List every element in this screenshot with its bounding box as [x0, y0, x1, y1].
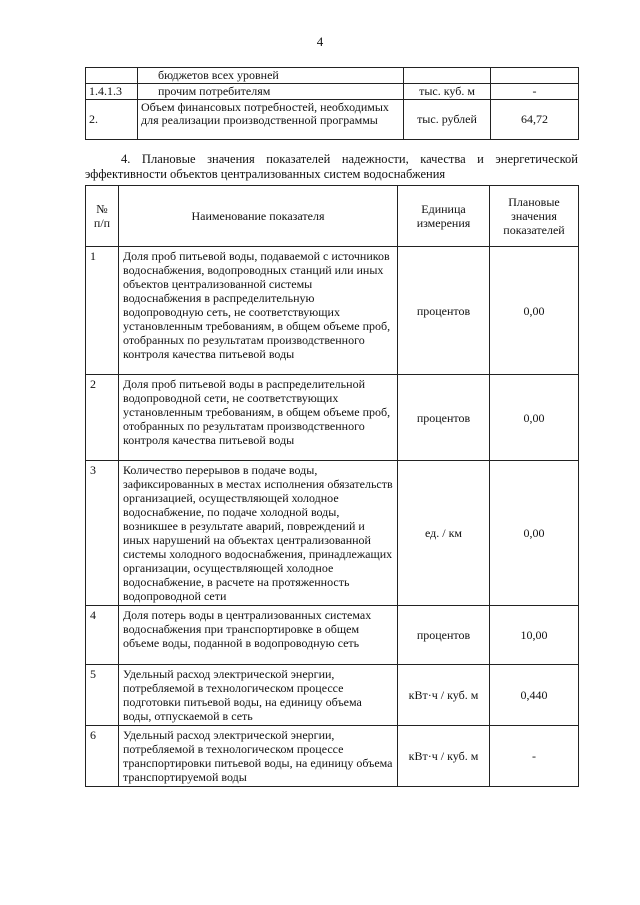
table-row — [86, 84, 579, 100]
section-caption — [85, 152, 578, 182]
row-name: Доля проб питьевой воды в распределительной водопроводной сети, не соответствующих установленным требованиям, в общем объеме проб, отобранных по результатам производственного контроля качества питьевой воды — [119, 375, 398, 461]
row-name: Доля потерь воды в централизованных системах водоснабжения при транспортировке в общем объеме воды, поданной в водопроводную сеть — [119, 606, 398, 665]
table-row — [86, 665, 579, 726]
header-num: № п/п — [86, 186, 119, 247]
row-value: - — [491, 84, 579, 100]
row-unit: тыс. куб. м — [404, 84, 491, 100]
header-name: Наименование показателя — [119, 186, 398, 247]
indicators-table — [85, 185, 579, 787]
row-value: 0,00 — [490, 247, 579, 375]
row-value: 0,00 — [490, 461, 579, 606]
header-value: Плановые значения показателей — [490, 186, 579, 247]
table-row — [86, 726, 579, 787]
table-row — [86, 606, 579, 665]
row-name: Удельный расход электрической энергии, потребляемой в технологическом процессе подготовки питьевой воды, на единицу объема воды, отпускаемой в сеть — [119, 665, 398, 726]
row-unit: процентов — [398, 606, 490, 665]
row-unit: тыс. рублей — [404, 100, 491, 140]
row-num: 2 — [86, 375, 119, 461]
row-num: 5 — [86, 665, 119, 726]
row-num: 4 — [86, 606, 119, 665]
caption-line-1: 4. Плановые значения показателей надежности, качества и энергетической — [121, 152, 578, 166]
caption-line-2: эффективности объектов централизованных систем водоснабжения — [85, 167, 446, 181]
header-row — [86, 186, 579, 247]
table-row — [86, 461, 579, 606]
row-value — [491, 68, 579, 84]
row-num: 3 — [86, 461, 119, 606]
row-unit: кВт·ч / куб. м — [398, 726, 490, 787]
table-row — [86, 247, 579, 375]
row-unit: ед. / км — [398, 461, 490, 606]
row-num: 1 — [86, 247, 119, 375]
row-name: бюджетов всех уровней — [138, 68, 404, 84]
top-table — [85, 67, 579, 140]
row-name: прочим потребителям — [138, 84, 404, 100]
row-value: - — [490, 726, 579, 787]
row-name: Количество перерывов в подаче воды, зафиксированных в местах исполнения обязательств организацией, осуществляющей холодное водоснабжение, по подаче холодной воды, возникшее в результате аварий, повреждений и иных нарушений на объектах централизованной системы холодного водоснабжения, принадлежащих организации, осуществляющей холодное водоснабжение, в расчете на протяженность водопроводной сети — [119, 461, 398, 606]
table-row — [86, 68, 579, 84]
row-value: 10,00 — [490, 606, 579, 665]
row-num: 6 — [86, 726, 119, 787]
row-num: 1.4.1.3 — [86, 84, 138, 100]
row-unit: кВт·ч / куб. м — [398, 665, 490, 726]
row-unit — [404, 68, 491, 84]
row-unit: процентов — [398, 247, 490, 375]
row-name: Удельный расход электрической энергии, потребляемой в технологическом процессе транспортировки питьевой воды, на единицу объема транспортируемой воды — [119, 726, 398, 787]
row-value: 0,00 — [490, 375, 579, 461]
header-unit: Единица измерения — [398, 186, 490, 247]
row-value: 64,72 — [491, 100, 579, 140]
row-num: 2. — [86, 100, 138, 140]
row-value: 0,440 — [490, 665, 579, 726]
page-number: 4 — [316, 34, 324, 49]
row-num — [86, 68, 138, 84]
table-row — [86, 375, 579, 461]
row-name: Объем финансовых потребностей, необходимых для реализации производственной программы — [138, 100, 404, 140]
table-row — [86, 100, 579, 140]
row-name: Доля проб питьевой воды, подаваемой с источников водоснабжения, водопроводных станций или иных объектов централизованной системы водоснабжения в распределительную водопроводную сеть, не соответствующих установленным требованиям, в общем объеме проб, отобранных по результатам производственного контроля качества питьевой воды — [119, 247, 398, 375]
row-unit: процентов — [398, 375, 490, 461]
